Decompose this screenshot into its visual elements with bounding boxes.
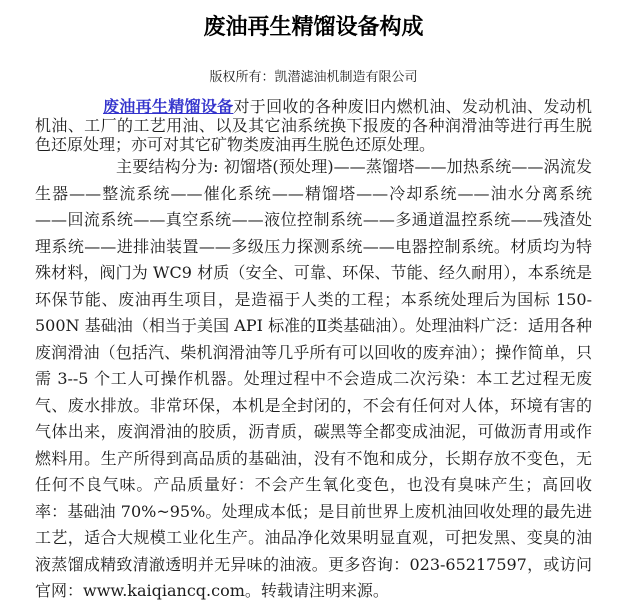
page-title: 废油再生精馏设备构成 [203,15,424,40]
intro-paragraph [35,97,592,154]
intro-paragraph-text: 对于回收的各种废旧内燃机油、发动机油、发动机机油、工厂的工艺用油、以及其它油系统换下报废的各种润滑油等进行再生脱色还原处理；亦可对其它矿物类废油再生脱色还原处理。 [35,97,592,154]
copyright-line: 版权所有：凯潜滤油机制造有限公司 [209,70,418,85]
body-paragraph: 主要结构分为: 初馏塔(预处理)——蒸馏塔——加热系统——涡流发生器——整流系统——催化系统——精馏塔——冷却系统——油水分离系统——回流系统——真空系统——液位控制系统——多通道温控系统——残渣处理系统——进排油装置——多级压力探测系统——电器控制系统。材质均为特殊材料，阀门为 WC9 材质（安全、可靠、环保、节能、经久耐用），本系统是环保节能、废油再生项目，是造福于人类的工程；本系统处理后为国标 150-500N 基础油（相当于美国 API 标准的Ⅱ类基础油）。处理油料广泛：适用各种废润滑油（包括汽、柴机润滑油等几乎所有可以回收的废弃油）；操作简单，只需 3--5 个工人可操作机器。处理过程中不会造成二次污染：本工艺过程无废气、废水排放。非常环保，本机是全封闭的，不会有任何对人体，环境有害的气体出来，废润滑油的胶质，沥青质，碳黑等全都变成油泥，可做沥青用或作燃料用。生产所得到高品质的基础油，没有不饱和成分，长期存放不变色，无任何不良气味。产品质量好：不会产生氧化变色，也没有臭味产生；高回收率：基础油 70%~95%。处理成本低；是目前世界上废机油回收处理的最先进工艺，适合大规模工业化生产。油品净化效果明显直观，可把发黑、变臭的油液蒸馏成精致清澈透明并无异味的油液。更多咨询：023-65217597，或访问官网：www.kaiqiancq.com。转载请注明来源。 [35,157,592,600]
product-link[interactable]: 废油再生精馏设备 [103,97,234,116]
